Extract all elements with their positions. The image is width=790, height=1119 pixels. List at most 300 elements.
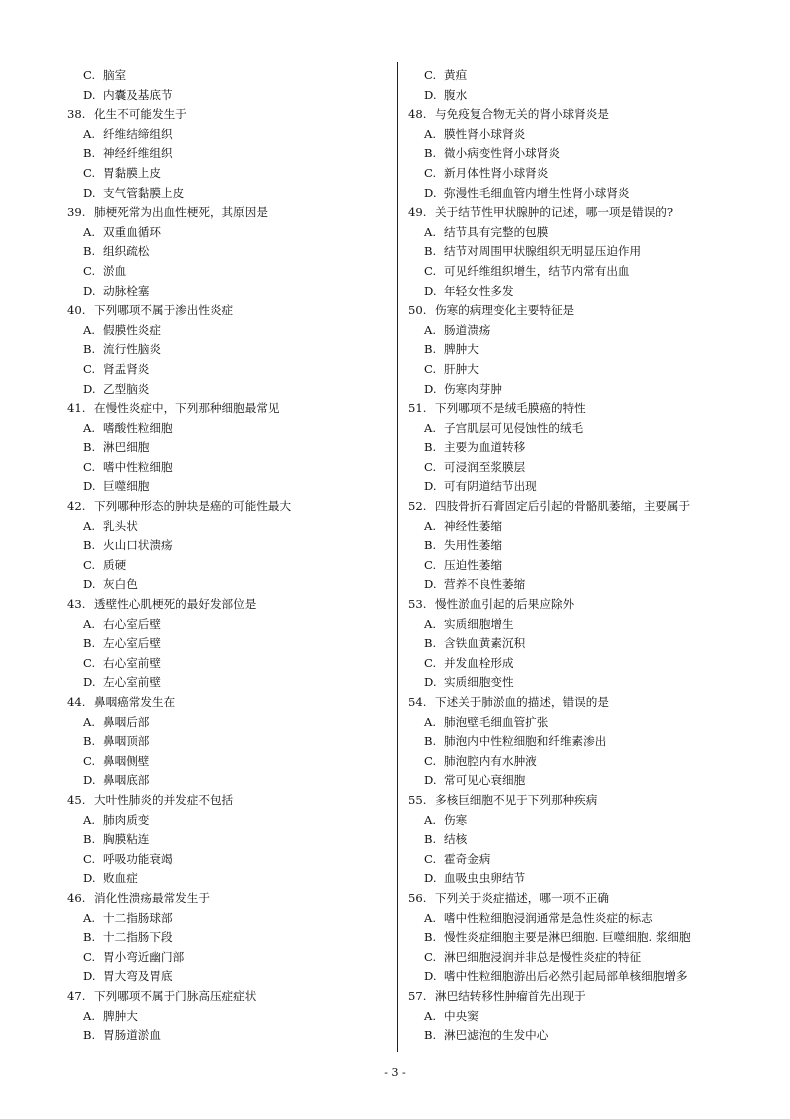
answer-option: [67, 1026, 397, 1046]
option-letter: A.: [424, 224, 437, 239]
question-stem: [408, 987, 738, 1007]
option-letter: A.: [83, 714, 96, 729]
question-text: 鼻咽癌常发生在: [94, 695, 176, 709]
answer-option: [408, 419, 738, 439]
question-number: 57.: [408, 988, 427, 1003]
answer-option: [408, 771, 738, 791]
option-text: 压迫性萎缩: [444, 557, 502, 572]
option-letter: B.: [424, 1028, 437, 1043]
option-text: 质硬: [103, 557, 127, 572]
option-letter: C.: [424, 655, 437, 670]
question-number: 54.: [408, 695, 427, 709]
option-text: 假膜性炎症: [103, 322, 161, 337]
option-letter: B.: [424, 146, 437, 161]
question-text: 消化性溃疡最常发生于: [94, 890, 210, 905]
option-text: 肝肿大: [444, 361, 479, 376]
answer-option: [67, 673, 397, 693]
answer-option: [408, 850, 738, 870]
question-text: 下列关于炎症描述，哪一项不正确: [435, 890, 609, 905]
option-letter: C.: [83, 851, 96, 866]
option-text: 灰白色: [103, 577, 138, 592]
answer-option: [67, 948, 397, 968]
answer-option: [408, 713, 738, 733]
option-text: 肺泡壁毛细血管扩张: [444, 714, 549, 729]
option-text: 黄疸: [444, 68, 468, 82]
answer-option: [67, 477, 397, 497]
answer-option: [408, 1026, 738, 1046]
option-text: 嗜酸性粒细胞: [103, 420, 173, 435]
option-letter: C.: [424, 753, 437, 768]
option-letter: B.: [424, 342, 437, 357]
option-letter: D.: [83, 969, 96, 984]
answer-option: [67, 66, 397, 86]
question-stem: [67, 693, 397, 713]
option-letter: A.: [424, 714, 437, 729]
answer-option: [408, 184, 738, 204]
option-text: 呼吸功能衰竭: [103, 851, 173, 866]
option-text: 组织疏松: [103, 244, 150, 259]
question-text: 下列哪种形态的肿块是癌的可能性最大: [94, 499, 292, 514]
option-text: 霍奇金病: [444, 851, 491, 866]
option-letter: B.: [83, 146, 96, 161]
question-number: 43.: [67, 597, 86, 612]
answer-option: [408, 928, 738, 948]
option-letter: D.: [83, 577, 96, 592]
question-number: 55.: [408, 792, 427, 807]
option-text: 微小病变性肾小球肾炎: [444, 146, 560, 161]
question-number: 48.: [408, 107, 427, 122]
option-text: 胃小弯近幽门部: [103, 949, 185, 964]
option-letter: B.: [83, 636, 96, 651]
answer-option: [67, 909, 397, 929]
option-text: 膜性肾小球肾炎: [444, 126, 526, 141]
answer-option: [408, 282, 738, 302]
question-text: 肺梗死常为出血性梗死，其原因是: [94, 205, 268, 220]
question-text: 伤寒的病理变化主要特征是: [435, 303, 575, 318]
option-letter: C.: [83, 165, 96, 180]
option-letter: D.: [424, 969, 437, 984]
option-letter: A.: [424, 1008, 437, 1023]
option-letter: A.: [424, 616, 437, 631]
option-text: 乳头状: [103, 518, 138, 533]
question-number: 38.: [67, 107, 86, 122]
question-number: 53.: [408, 597, 427, 612]
option-text: 神经纤维组织: [103, 146, 173, 161]
option-text: 胸膜粘连: [103, 832, 150, 847]
option-letter: A.: [424, 322, 437, 337]
option-letter: D.: [424, 577, 437, 592]
answer-option: [67, 282, 397, 302]
question-number: 52.: [408, 499, 427, 514]
question-text: 下列哪项不是绒毛膜癌的特性: [435, 401, 586, 416]
option-text: 乙型脑炎: [103, 381, 150, 396]
question-number: 46.: [67, 890, 86, 905]
answer-option: [67, 615, 397, 635]
option-text: 结核: [444, 832, 468, 847]
option-text: 结节具有完整的包膜: [444, 224, 549, 239]
answer-option: [67, 419, 397, 439]
question-number: 44.: [67, 695, 86, 709]
answer-option: [67, 86, 397, 106]
question-text: 化生不可能发生于: [94, 107, 187, 122]
option-letter: D.: [83, 381, 96, 396]
option-text: 十二指肠下段: [103, 930, 173, 945]
page-number: - 3 -: [384, 1066, 406, 1079]
option-letter: B.: [83, 930, 96, 945]
option-letter: A.: [83, 224, 96, 239]
option-letter: D.: [424, 185, 437, 200]
answer-option: [67, 575, 397, 595]
answer-option: [67, 536, 397, 556]
answer-option: [408, 66, 738, 86]
option-text: 腹水: [444, 87, 468, 102]
option-letter: B.: [83, 244, 96, 259]
option-letter: D.: [424, 381, 437, 396]
answer-option: [67, 634, 397, 654]
option-text: 胃黏膜上皮: [103, 165, 161, 180]
option-text: 右心室前壁: [103, 655, 161, 670]
question-text: 关于结节性甲状腺肿的记述，哪一项是错误的?: [435, 205, 674, 220]
answer-option: [67, 321, 397, 341]
answer-option: [67, 752, 397, 772]
option-letter: C.: [83, 557, 96, 572]
option-text: 鼻咽侧壁: [103, 753, 150, 768]
option-text: 嗜中性粒细胞浸润通常是急性炎症的标志: [444, 910, 653, 925]
option-text: 流行性脑炎: [103, 342, 161, 357]
question-stem: [67, 203, 397, 223]
answer-option: [408, 164, 738, 184]
question-number: 56.: [408, 890, 427, 905]
question-number: 42.: [67, 499, 86, 514]
option-letter: A.: [83, 1008, 96, 1023]
option-text: 营养不良性萎缩: [444, 577, 526, 592]
left-column: [67, 66, 397, 1046]
answer-option: [67, 850, 397, 870]
option-letter: B.: [83, 342, 96, 357]
option-letter: A.: [424, 910, 437, 925]
question-text: 慢性淤血引起的后果应除外: [435, 597, 575, 612]
answer-option: [67, 262, 397, 282]
option-letter: D.: [424, 87, 437, 102]
question-stem: [408, 595, 738, 615]
option-letter: C.: [83, 753, 96, 768]
answer-option: [67, 517, 397, 537]
question-number: 39.: [67, 205, 86, 220]
answer-option: [67, 967, 397, 987]
answer-option: [67, 654, 397, 674]
option-letter: C.: [424, 361, 437, 376]
answer-option: [408, 869, 738, 889]
question-stem: [408, 105, 738, 125]
option-text: 常可见心衰细胞: [444, 773, 526, 788]
question-stem: [408, 889, 738, 909]
option-text: 可见纤维组织增生，结节内常有出血: [444, 263, 630, 278]
answer-option: [408, 752, 738, 772]
option-text: 淋巴细胞浸润并非总是慢性炎症的特征: [444, 949, 642, 964]
question-stem: [408, 497, 738, 517]
option-text: 含铁血黄素沉积: [444, 636, 526, 651]
option-letter: C.: [424, 459, 437, 474]
answer-option: [67, 928, 397, 948]
option-text: 新月体性肾小球肾炎: [444, 165, 549, 180]
option-text: 鼻咽顶部: [103, 734, 150, 749]
option-text: 嗜中性粒细胞: [103, 459, 173, 474]
option-letter: C.: [424, 263, 437, 278]
option-text: 胃肠道淤血: [103, 1028, 161, 1043]
question-stem: [67, 105, 397, 125]
option-letter: A.: [83, 126, 96, 141]
option-letter: B.: [424, 734, 437, 749]
option-letter: A.: [83, 910, 96, 925]
option-letter: A.: [424, 812, 437, 827]
option-text: 实质细胞变性: [444, 675, 514, 690]
option-text: 内囊及基底节: [103, 87, 173, 102]
option-letter: B.: [83, 832, 96, 847]
option-text: 肺泡腔内有水肿液: [444, 753, 537, 768]
option-text: 实质细胞增生: [444, 616, 514, 631]
answer-option: [67, 223, 397, 243]
option-letter: C.: [83, 949, 96, 964]
answer-option: [408, 360, 738, 380]
answer-option: [67, 380, 397, 400]
question-stem: [67, 595, 397, 615]
option-text: 主要为血道转移: [444, 440, 526, 455]
option-letter: C.: [83, 655, 96, 670]
answer-option: [67, 713, 397, 733]
answer-option: [67, 869, 397, 889]
option-text: 慢性炎症细胞主要是淋巴细胞. 巨噬细胞. 浆细胞: [444, 930, 691, 945]
option-letter: D.: [424, 479, 437, 494]
answer-option: [67, 438, 397, 458]
answer-option: [408, 575, 738, 595]
option-text: 巨噬细胞: [103, 479, 150, 494]
question-stem: [408, 399, 738, 419]
option-text: 弥漫性毛细血管内增生性肾小球肾炎: [444, 185, 630, 200]
question-text: 与免疫复合物无关的肾小球肾炎是: [435, 107, 609, 122]
option-letter: D.: [83, 871, 96, 886]
option-letter: D.: [424, 283, 437, 298]
option-text: 结节对周围甲状腺组织无明显压迫作用: [444, 244, 642, 259]
option-letter: D.: [83, 185, 96, 200]
answer-option: [67, 556, 397, 576]
question-stem: [408, 301, 738, 321]
question-text: 下列哪项不属于门脉高压症症状: [94, 988, 257, 1003]
option-text: 左心室前壁: [103, 675, 161, 690]
question-text: 下述关于肺淤血的描述，错误的是: [435, 695, 609, 709]
option-text: 淋巴细胞: [103, 440, 150, 455]
answer-option: [67, 144, 397, 164]
option-text: 嗜中性粒细胞游出后必然引起局部单核细胞增多: [444, 969, 688, 984]
option-letter: D.: [83, 773, 96, 788]
answer-option: [408, 654, 738, 674]
answer-option: [67, 164, 397, 184]
option-text: 可浸润至浆膜层: [444, 459, 526, 474]
answer-option: [408, 615, 738, 635]
option-text: 年轻女性多发: [444, 283, 514, 298]
question-stem: [67, 791, 397, 811]
option-text: 伤寒肉芽肿: [444, 381, 502, 396]
option-letter: C.: [424, 851, 437, 866]
option-letter: C.: [424, 557, 437, 572]
option-letter: B.: [424, 636, 437, 651]
question-stem: [67, 399, 397, 419]
answer-option: [408, 223, 738, 243]
option-letter: B.: [424, 538, 437, 553]
question-text: 大叶性肺炎的并发症不包括: [94, 792, 234, 807]
option-text: 脾肿大: [444, 342, 479, 357]
option-letter: B.: [83, 538, 96, 553]
question-text: 下列哪项不属于渗出性炎症: [94, 303, 234, 318]
question-text: 四肢骨折石膏固定后引起的骨骼肌萎缩，主要属于: [435, 499, 691, 514]
option-text: 中央窦: [444, 1008, 479, 1023]
answer-option: [408, 438, 738, 458]
answer-option: [408, 948, 738, 968]
option-letter: C.: [83, 361, 96, 376]
answer-option: [408, 536, 738, 556]
answer-option: [408, 673, 738, 693]
answer-option: [408, 86, 738, 106]
option-text: 伤寒: [444, 812, 468, 827]
option-text: 纤维结缔组织: [103, 126, 173, 141]
option-text: 败血症: [103, 871, 138, 886]
option-letter: D.: [83, 87, 96, 102]
answer-option: [67, 340, 397, 360]
question-number: 45.: [67, 792, 86, 807]
option-letter: A.: [83, 420, 96, 435]
answer-option: [408, 262, 738, 282]
option-letter: C.: [424, 68, 437, 82]
answer-option: [67, 458, 397, 478]
option-text: 左心室后壁: [103, 636, 161, 651]
option-letter: B.: [83, 1028, 96, 1043]
answer-option: [408, 380, 738, 400]
option-text: 淋巴滤泡的生发中心: [444, 1028, 549, 1043]
question-stem: [67, 987, 397, 1007]
answer-option: [67, 242, 397, 262]
option-letter: B.: [83, 734, 96, 749]
option-text: 动脉栓塞: [103, 283, 150, 298]
answer-option: [408, 909, 738, 929]
question-stem: [408, 693, 738, 713]
option-letter: D.: [424, 675, 437, 690]
option-text: 双重血循环: [103, 224, 161, 239]
option-text: 失用性萎缩: [444, 538, 502, 553]
answer-option: [408, 321, 738, 341]
option-text: 支气管黏膜上皮: [103, 185, 185, 200]
option-letter: C.: [83, 68, 96, 82]
option-letter: A.: [424, 126, 437, 141]
answer-option: [67, 125, 397, 145]
option-letter: B.: [424, 832, 437, 847]
option-letter: B.: [83, 440, 96, 455]
answer-option: [408, 242, 738, 262]
column-divider: [397, 62, 398, 1052]
answer-option: [67, 771, 397, 791]
question-text: 多核巨细胞不见于下列那种疾病: [435, 792, 598, 807]
answer-option: [408, 144, 738, 164]
question-number: 47.: [67, 988, 86, 1003]
option-letter: A.: [83, 322, 96, 337]
answer-option: [408, 125, 738, 145]
option-text: 子宫肌层可见侵蚀性的绒毛: [444, 420, 584, 435]
answer-option: [408, 732, 738, 752]
answer-option: [408, 458, 738, 478]
option-letter: D.: [424, 871, 437, 886]
option-text: 脾肿大: [103, 1008, 138, 1023]
option-letter: D.: [83, 479, 96, 494]
answer-option: [67, 184, 397, 204]
question-number: 40.: [67, 303, 86, 318]
option-text: 脑室: [103, 68, 127, 82]
option-letter: B.: [424, 440, 437, 455]
option-letter: A.: [83, 812, 96, 827]
answer-option: [408, 517, 738, 537]
question-number: 51.: [408, 401, 427, 416]
option-text: 火山口状溃疡: [103, 538, 173, 553]
option-letter: A.: [424, 518, 437, 533]
question-text: 淋巴结转移性肿瘤首先出现于: [435, 988, 586, 1003]
answer-option: [408, 830, 738, 850]
answer-option: [67, 811, 397, 831]
question-stem: [408, 791, 738, 811]
option-text: 胃大弯及胃底: [103, 969, 173, 984]
question-text: 在慢性炎症中，下列那种细胞最常见: [94, 401, 280, 416]
option-letter: A.: [424, 420, 437, 435]
question-stem: [408, 203, 738, 223]
option-text: 肺泡内中性粒细胞和纤维素渗出: [444, 734, 607, 749]
option-text: 鼻咽后部: [103, 714, 150, 729]
question-stem: [67, 889, 397, 909]
option-letter: A.: [83, 616, 96, 631]
answer-option: [408, 556, 738, 576]
answer-option: [67, 830, 397, 850]
question-number: 50.: [408, 303, 427, 318]
option-letter: A.: [83, 518, 96, 533]
answer-option: [67, 360, 397, 380]
option-letter: B.: [424, 244, 437, 259]
option-letter: D.: [83, 675, 96, 690]
right-column: [408, 66, 738, 1046]
option-text: 并发血栓形成: [444, 655, 514, 670]
option-text: 可有阴道结节出现: [444, 479, 537, 494]
option-text: 血吸虫虫卵结节: [444, 871, 526, 886]
option-text: 右心室后壁: [103, 616, 161, 631]
option-letter: B.: [424, 930, 437, 945]
option-letter: D.: [424, 773, 437, 788]
question-text: 透壁性心肌梗死的最好发部位是: [94, 597, 257, 612]
answer-option: [67, 1007, 397, 1027]
option-letter: C.: [83, 263, 96, 278]
answer-option: [408, 340, 738, 360]
option-text: 肾盂肾炎: [103, 361, 150, 376]
answer-option: [408, 634, 738, 654]
option-letter: D.: [83, 283, 96, 298]
question-stem: [67, 497, 397, 517]
answer-option: [408, 1007, 738, 1027]
option-letter: C.: [424, 165, 437, 180]
option-text: 十二指肠球部: [103, 910, 173, 925]
option-text: 肠道溃疡: [444, 322, 491, 337]
question-number: 41.: [67, 401, 86, 416]
option-text: 淤血: [103, 263, 127, 278]
question-stem: [67, 301, 397, 321]
option-text: 肺肉质变: [103, 812, 150, 827]
answer-option: [408, 811, 738, 831]
option-text: 神经性萎缩: [444, 518, 502, 533]
answer-option: [67, 732, 397, 752]
option-text: 鼻咽底部: [103, 773, 150, 788]
option-letter: C.: [424, 949, 437, 964]
